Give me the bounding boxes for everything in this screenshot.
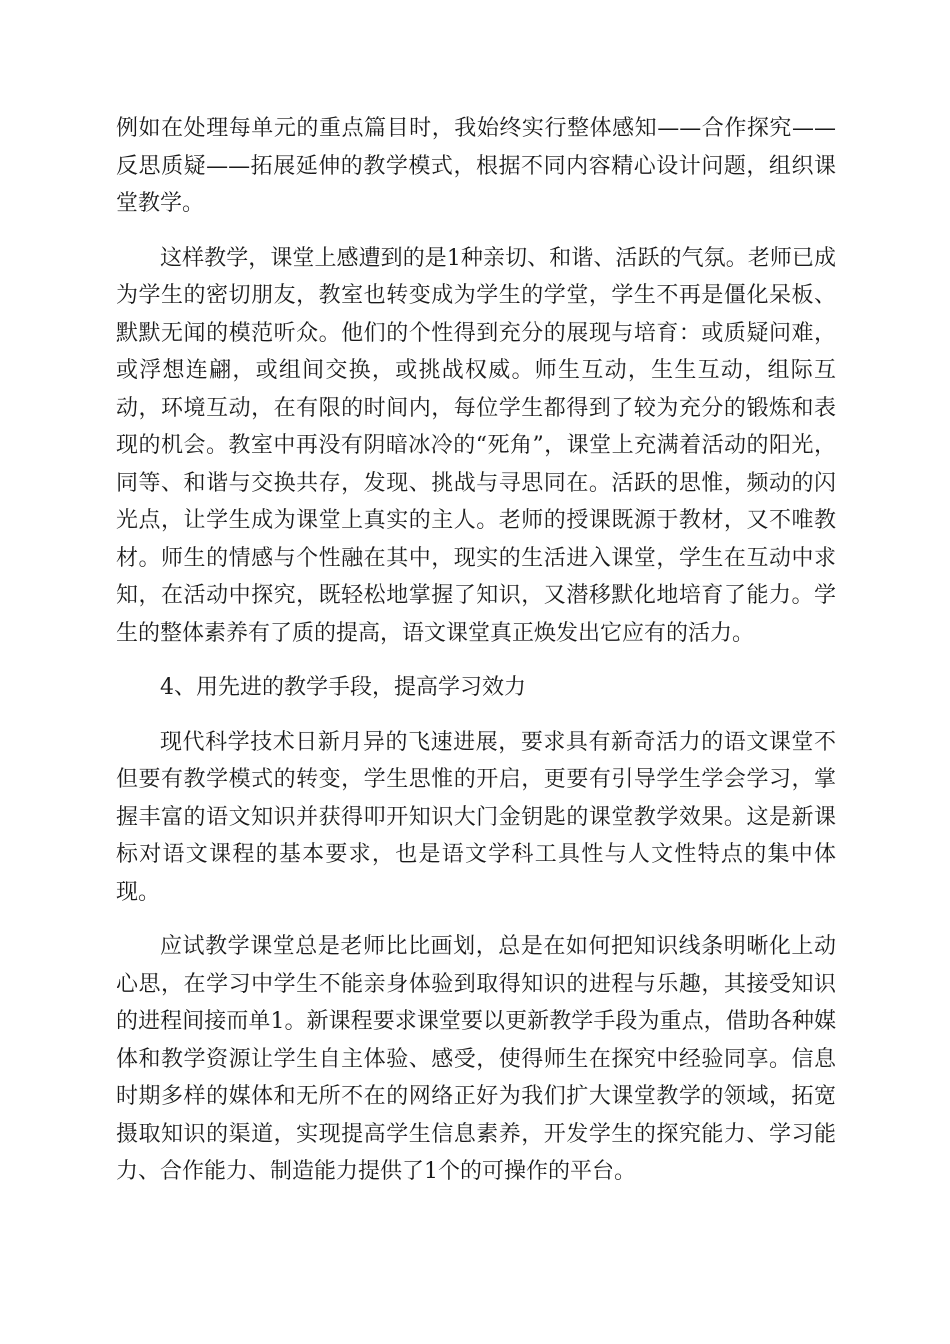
paragraph-2: 这样教学，课堂上感遭到的是1种亲切、和谐、活跃的气氛。老师已成为学生的密切朋友，教室也转变成为学生的学堂，学生不再是僵化呆板、默默无闻的模范听众。他们的个性得到充分的展现与培育：或质疑问难，或浮想连翩，或组间交换，或挑战权威。师生互动，生生互动，组际互动，环境互动，在有限的时间内，每位学生都得到了较为充分的锻炼和表现的机会。教室中再没有阴暗冰冷的“死角”，课堂上充满着活动的阳光，同等、和谐与交换共存，发现、挑战与寻思同在。活跃的思惟，频动的闪光点，让学生成为课堂上真实的主人。老师的授课既源于教材，又不唯教材。师生的情感与个性融在其中，现实的生活进入课堂，学生在互动中求知，在活动中探究，既轻松地掌握了知识，又潜移默化地培育了能力。学生的整体素养有了质的提高，语文课堂真正焕发出它应有的活力。 — [116, 245, 836, 646]
section-heading-4: 4、用先进的教学手段，提高学习效力 — [160, 675, 526, 700]
paragraph-3: 现代科学技术日新月异的飞速进展，要求具有新奇活力的语文课堂不但要有教学模式的转变，学生思惟的开启，更要有引导学生学会学习，掌握丰富的语文知识并获得叩开知识大门金钥匙的课堂教学效果。这是新课标对语文课程的基本要求，也是语文学科工具性与人文性特点的集中体现。 — [116, 729, 836, 905]
paragraph-1: 例如在处理每单元的重点篇目时，我始终实行整体感知——合作探究——反思质疑——拓展延伸的教学模式，根据不同内容精心设计问题，组织课堂教学。 — [116, 116, 836, 216]
document-body — [116, 110, 836, 1208]
paragraph-4: 应试教学课堂总是老师比比画划，总是在如何把知识线条明晰化上动心思，在学习中学生不能亲身体验到取得知识的进程与乐趣，其接受知识的进程间接而单1。新课程要求课堂要以更新教学手段为重点，借助各种媒体和教学资源让学生自主体验、感受，使得师生在探究中经验同享。信息时期多样的媒体和无所不在的网络正好为我们扩大课堂教学的领域，拓宽摄取知识的渠道，实现提高学生信息素养，开发学生的探究能力、学习能力、合作能力、制造能力提供了1个的可操作的平台。 — [116, 934, 836, 1184]
